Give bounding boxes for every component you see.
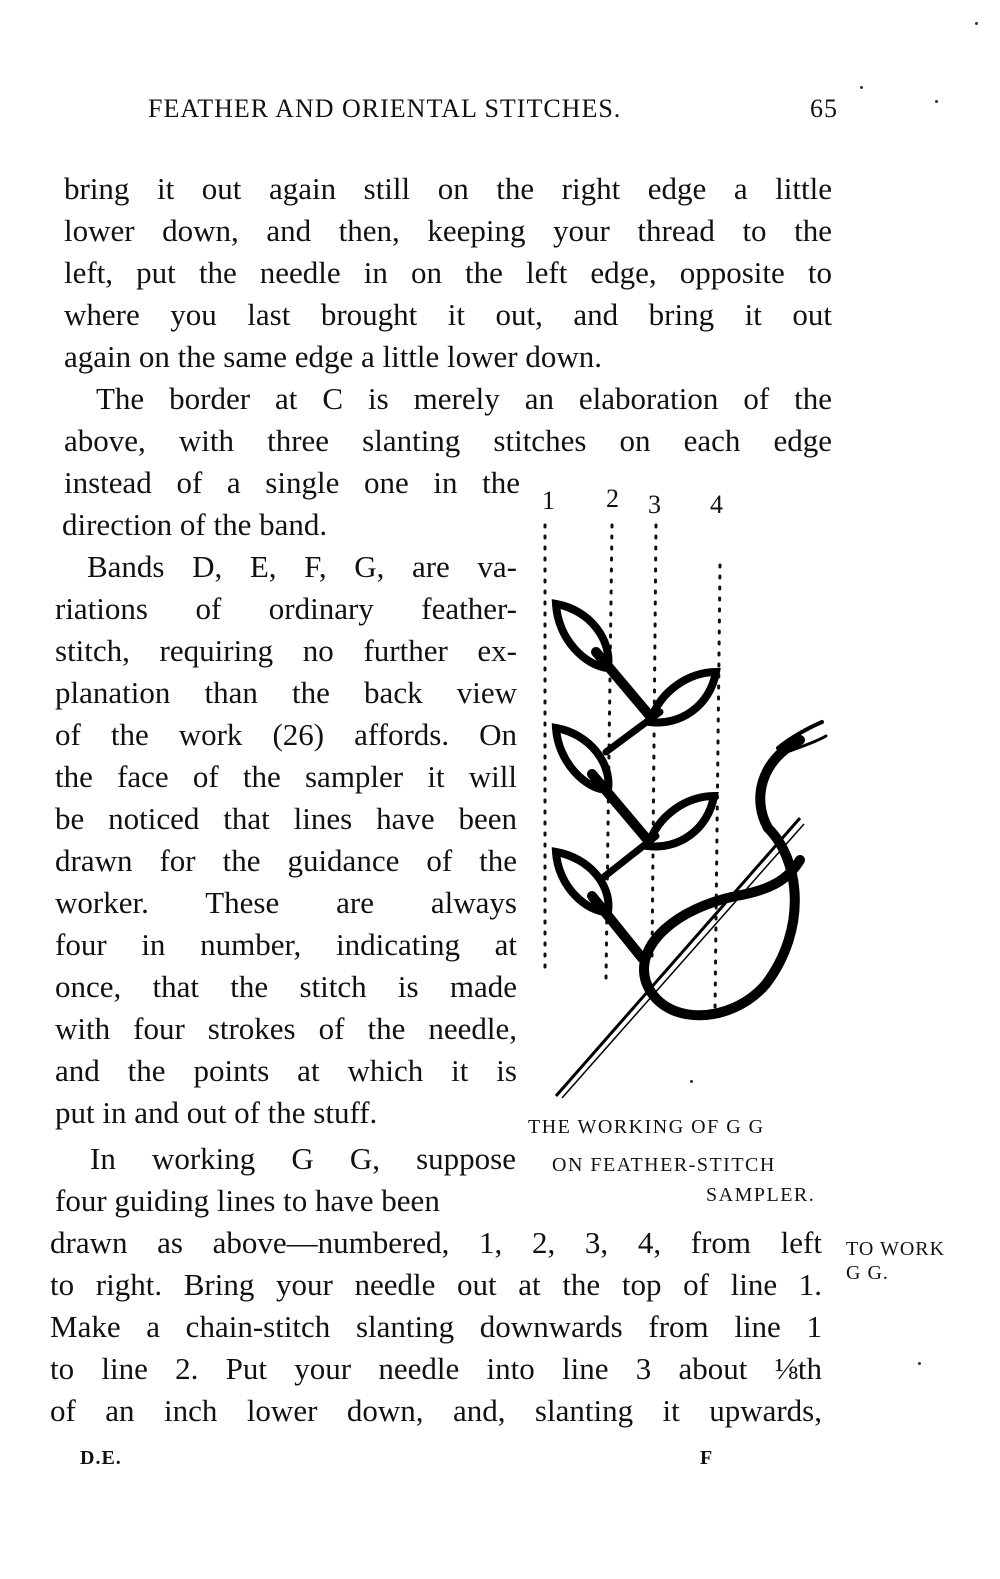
text-line: drawn for the guidance of the	[55, 843, 517, 878]
text-line: planation than the back view	[55, 675, 517, 710]
text-line: In working G G, suppose	[90, 1141, 516, 1176]
chapter-title: FEATHER AND ORIENTAL STITCHES.	[148, 94, 622, 123]
text-line: lower down, and then, keeping your thread to the	[64, 213, 832, 248]
text-line: once, that the stitch is made	[55, 969, 517, 1004]
figure-caption-line: ON FEATHER-STITCH	[552, 1154, 776, 1176]
text-line: of an inch lower down, and, slanting it upwards,	[50, 1393, 822, 1428]
text-line: to line 2. Put your needle into line 3 about ⅛th	[50, 1351, 822, 1386]
text-line: four in number, indicating at	[55, 927, 517, 962]
text-line: The border at C is merely an elaboration of the	[96, 381, 832, 416]
text-line: bring it out again still on the right edge a little	[64, 171, 832, 206]
text-line: worker. These are always	[55, 885, 517, 920]
guide-line-number: 3	[648, 490, 661, 519]
text-line: left, put the needle in on the left edge, opposite to	[64, 255, 832, 290]
text-line: Bands D, E, F, G, are va-	[87, 549, 517, 584]
text-line: drawn as above—numbered, 1, 2, 3, 4, from left	[50, 1225, 822, 1260]
needle	[556, 818, 804, 1098]
figure-caption-line: THE WORKING OF G G	[528, 1116, 765, 1138]
text-line: above, with three slanting stitches on each edge	[64, 423, 832, 458]
figure-caption-line: SAMPLER.	[706, 1184, 816, 1206]
signature-mark-left: D.E.	[80, 1447, 122, 1469]
signature-mark-right: F	[700, 1447, 714, 1469]
text-line: where you last brought it out, and bring it out	[64, 297, 832, 332]
text-line: direction of the band.	[62, 507, 328, 542]
scan-speck	[935, 100, 938, 103]
guide-line-number: 2	[606, 484, 619, 513]
text-line: four guiding lines to have been	[55, 1183, 440, 1218]
text-line: and the points at which it is	[55, 1053, 517, 1088]
page-number: 65	[810, 94, 838, 123]
scan-speck	[690, 1080, 693, 1083]
guide-line-3	[652, 525, 656, 960]
text-line: of the work (26) affords. On	[55, 717, 517, 752]
text-line: again on the same edge a little lower down.	[64, 339, 603, 374]
text-line: riations of ordinary feather-	[55, 591, 517, 626]
text-line: put in and out of the stuff.	[55, 1095, 378, 1130]
guide-line-4	[715, 565, 720, 1010]
scan-speck	[860, 86, 863, 89]
margin-note: G G.	[846, 1262, 889, 1284]
text-line: with four strokes of the needle,	[55, 1011, 517, 1046]
scan-speck	[975, 22, 978, 25]
margin-note: TO WORK	[846, 1238, 946, 1260]
guide-line-number: 1	[542, 486, 555, 515]
text-line: the face of the sampler it will	[55, 759, 517, 794]
scan-speck	[918, 1362, 921, 1365]
text-line: instead of a single one in the	[64, 465, 520, 500]
guide-line-number: 4	[710, 490, 723, 519]
text-line: to right. Bring your needle out at the top of line 1.	[50, 1267, 822, 1302]
text-line: be noticed that lines have been	[55, 801, 517, 836]
text-line: Make a chain-stitch slanting downwards from line 1	[50, 1309, 822, 1344]
feather-stitch-illustration	[520, 520, 840, 1110]
text-line: stitch, requiring no further ex-	[55, 633, 517, 668]
chain-stitches	[556, 604, 826, 1015]
